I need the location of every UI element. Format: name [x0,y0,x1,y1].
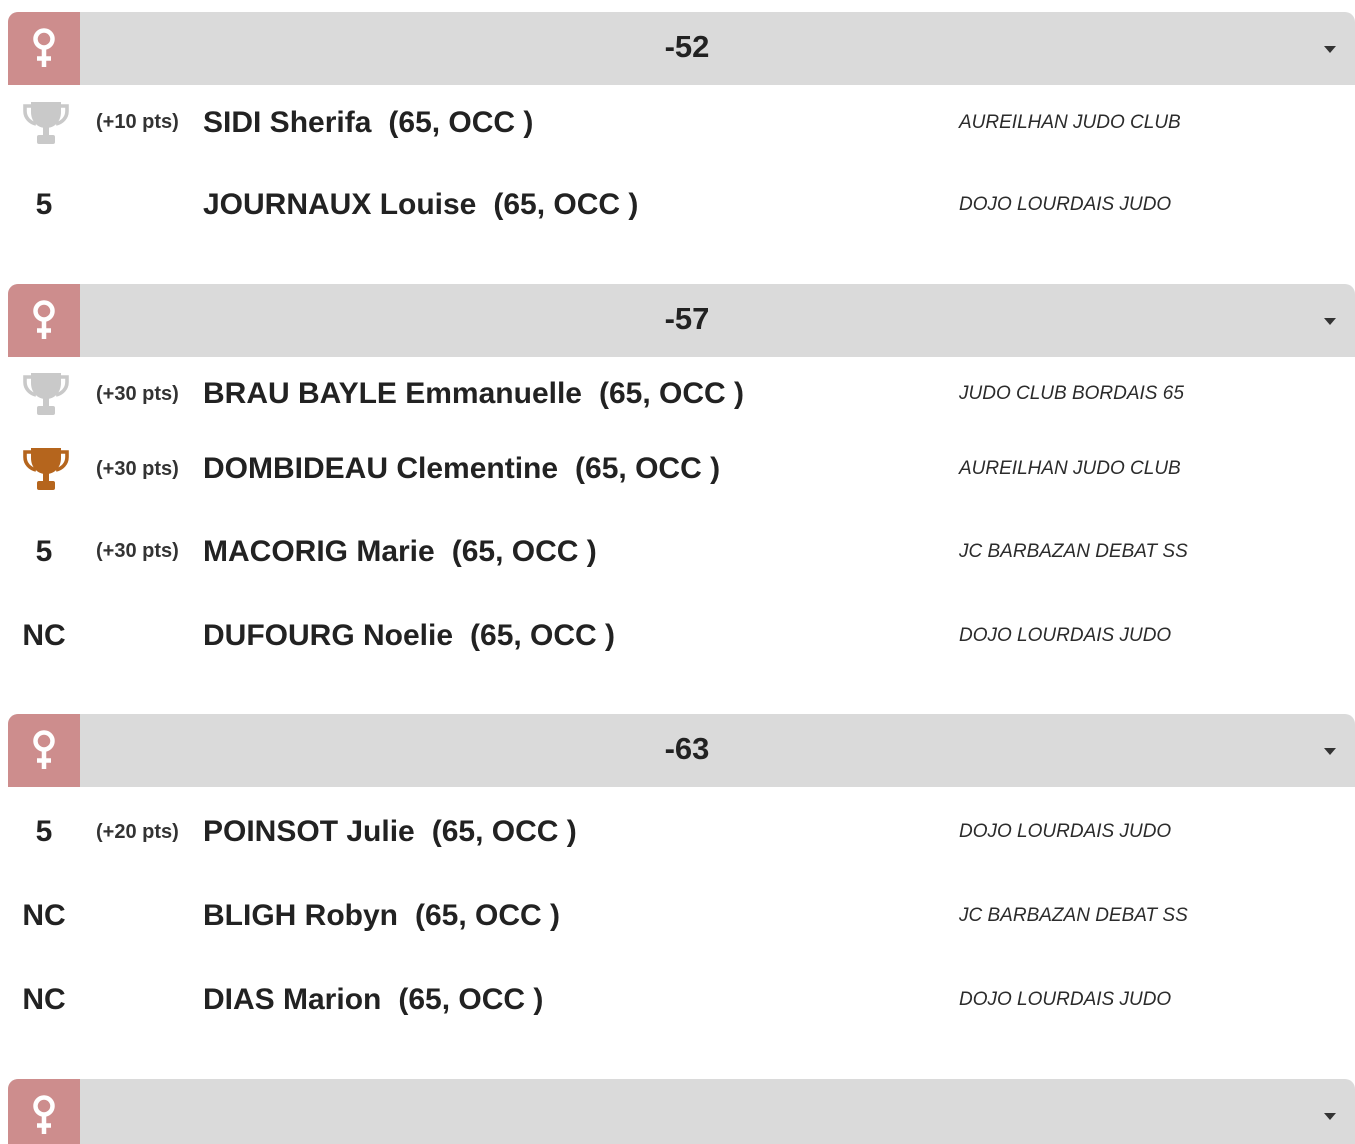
venus-icon [32,1095,56,1135]
result-points: (+20 pts) [96,820,179,843]
caret-down-icon[interactable] [1324,1113,1336,1120]
result-rank: 5 [35,188,53,221]
result-row [8,507,1355,591]
athlete-details: (65, OCC ) [470,618,616,652]
collapse-toggle[interactable] [1294,714,1355,787]
result-rank: 5 [35,534,53,568]
category-title: -52 [664,29,710,64]
category-header[interactable] [8,12,1355,85]
collapse-toggle[interactable] [1294,284,1355,357]
athlete-name: POINSOT Julie [203,815,415,848]
gender-badge [8,284,80,357]
athlete-details: (65, OCC ) [431,815,577,848]
caret-down-icon[interactable] [1324,46,1336,53]
result-rank [8,446,80,492]
club-name: JC BARBAZAN DEBAT SS [959,540,1188,562]
athlete [203,535,959,569]
result-row [8,591,1355,675]
result-points: (+10 pts) [96,111,179,133]
venus-icon [32,28,56,68]
gender-badge [8,714,80,787]
category-title: -57 [664,300,710,336]
athlete-name: SIDI Sherifa [203,105,372,139]
weight-category [0,12,1355,244]
athlete-details: (65, OCC ) [598,377,745,410]
venus-icon [32,300,56,340]
athlete [203,452,959,486]
weight-category [0,1079,1355,1144]
result-rank: NC [22,983,66,1016]
result-rank: NC [22,618,66,652]
athlete-name: MACORIG Marie [203,534,435,568]
athlete-name: JOURNAUX Louise [203,188,477,221]
collapse-toggle[interactable] [1294,12,1355,85]
caret-down-icon[interactable] [1324,318,1336,325]
athlete-name: BRAU BAYLE Emmanuelle [203,377,582,410]
athlete [203,983,959,1017]
result-points: (+30 pts) [96,540,179,562]
athlete [203,619,959,653]
silver-trophy-icon [22,100,70,146]
athlete [203,188,959,222]
bronze-trophy-icon [22,446,70,492]
result-row [8,787,1355,871]
result-row [8,357,1355,432]
result-rank: 5 [35,815,53,848]
category-header[interactable] [8,714,1355,787]
athlete-name: DIAS Marion [203,983,382,1016]
result-row [8,160,1355,244]
athlete [203,106,959,140]
athlete-name: DUFOURG Noelie [203,618,454,652]
athlete-details: (65, OCC ) [451,534,597,568]
silver-trophy-icon [22,371,70,417]
result-points: (+30 pts) [96,382,179,405]
athlete-details: (65, OCC ) [493,188,639,221]
athlete-name: BLIGH Robyn [203,899,398,932]
athlete-details: (65, OCC ) [388,105,534,139]
athlete-name: DOMBIDEAU Clementine [203,452,559,485]
category-title [80,1079,1294,1144]
category-title: -63 [664,731,710,766]
club-name: DOJO LOURDAIS JUDO [959,989,1172,1010]
result-row [8,85,1355,160]
club-name: DOJO LOURDAIS JUDO [959,194,1172,215]
club-name: JUDO CLUB BORDAIS 65 [959,383,1184,404]
result-points: (+30 pts) [96,457,179,480]
result-row [8,955,1355,1039]
result-row [8,871,1355,955]
club-name: AUREILHAN JUDO CLUB [959,111,1181,133]
club-name: AUREILHAN JUDO CLUB [959,458,1181,479]
venus-icon [32,730,56,770]
category-header[interactable] [8,1079,1355,1144]
result-rank [8,100,80,146]
category-header[interactable] [8,284,1355,357]
athlete-details: (65, OCC ) [415,899,561,932]
caret-down-icon[interactable] [1324,748,1336,755]
athlete [203,815,959,849]
club-name: DOJO LOURDAIS JUDO [959,821,1172,842]
athlete [203,377,959,411]
result-rank: NC [22,899,66,932]
gender-badge [8,1079,80,1144]
result-rank [8,371,80,417]
club-name: DOJO LOURDAIS JUDO [959,624,1172,646]
weight-category [0,284,1355,675]
collapse-toggle[interactable] [1294,1079,1355,1144]
athlete-details: (65, OCC ) [398,983,544,1016]
weight-category [0,714,1355,1039]
athlete-details: (65, OCC ) [575,452,721,485]
result-row [8,432,1355,507]
club-name: JC BARBAZAN DEBAT SS [959,905,1188,926]
gender-badge [8,12,80,85]
athlete [203,899,959,933]
